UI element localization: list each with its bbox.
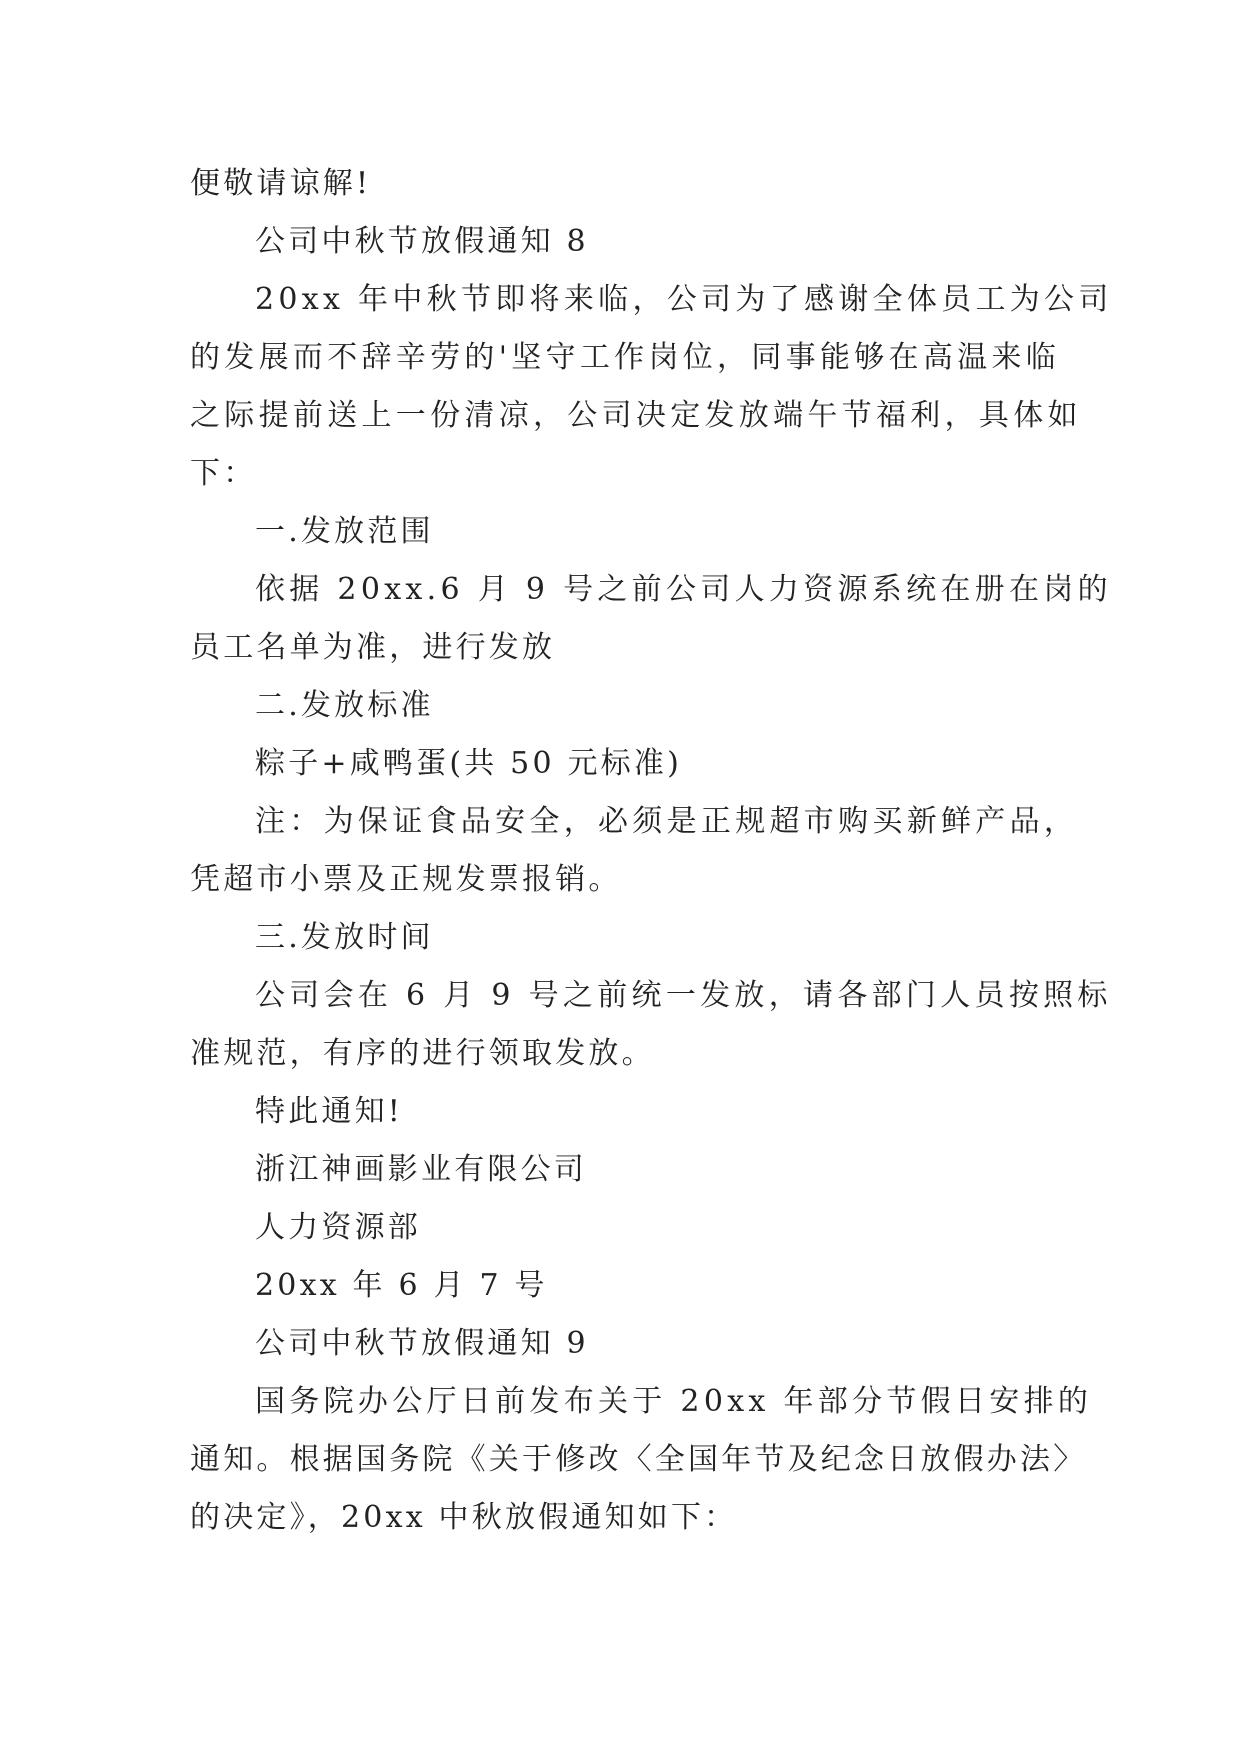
text-line: 粽子+咸鸭蛋(共 50 元标准) [255, 746, 682, 781]
signature-company: 浙江神画影业有限公司 [255, 1152, 587, 1187]
text-line: 的发展而不辞辛劳的'坚守工作岗位，同事能够在高温来临 [190, 340, 1061, 375]
text-line: 特此通知! [255, 1094, 404, 1129]
text-line: 20xx 年中秋节即将来临，公司为了感谢全体员工为公司 [255, 282, 1113, 317]
text-line: 的决定》，20xx 中秋放假通知如下： [190, 1500, 738, 1535]
list-heading: 三.发放时间 [255, 920, 434, 955]
list-heading: 一.发放范围 [255, 514, 434, 549]
text-line: 准规范，有序的进行领取发放。 [190, 1036, 655, 1071]
text-line: 下： [190, 456, 257, 491]
signature-date: 20xx 年 6 月 7 号 [255, 1268, 548, 1303]
text-line: 依据 20xx.6 月 9 号之前公司人力资源系统在册在岗的 [255, 572, 1112, 607]
text-line: 便敬请谅解! [190, 166, 372, 201]
section-heading: 公司中秋节放假通知 8 [255, 224, 589, 259]
signature-department: 人力资源部 [255, 1210, 421, 1245]
text-line: 凭超市小票及正规发票报销。 [190, 862, 622, 897]
list-heading: 二.发放标准 [255, 688, 434, 723]
section-heading: 公司中秋节放假通知 9 [255, 1326, 589, 1361]
text-line: 国务院办公厅日前发布关于 20xx 年部分节假日安排的 [255, 1384, 1093, 1419]
text-line: 通知。根据国务院《关于修改〈全国年节及纪念日放假办法〉 [190, 1442, 1087, 1477]
text-line: 之际提前送上一份清凉，公司决定发放端午节福利，具体如 [190, 398, 1082, 433]
text-line: 注：为保证食品安全，必须是正规超市购买新鲜产品， [255, 804, 1079, 839]
text-line: 员工名单为准，进行发放 [190, 630, 556, 665]
text-line: 公司会在 6 月 9 号之前统一发放，请各部门人员按照标 [255, 978, 1112, 1013]
